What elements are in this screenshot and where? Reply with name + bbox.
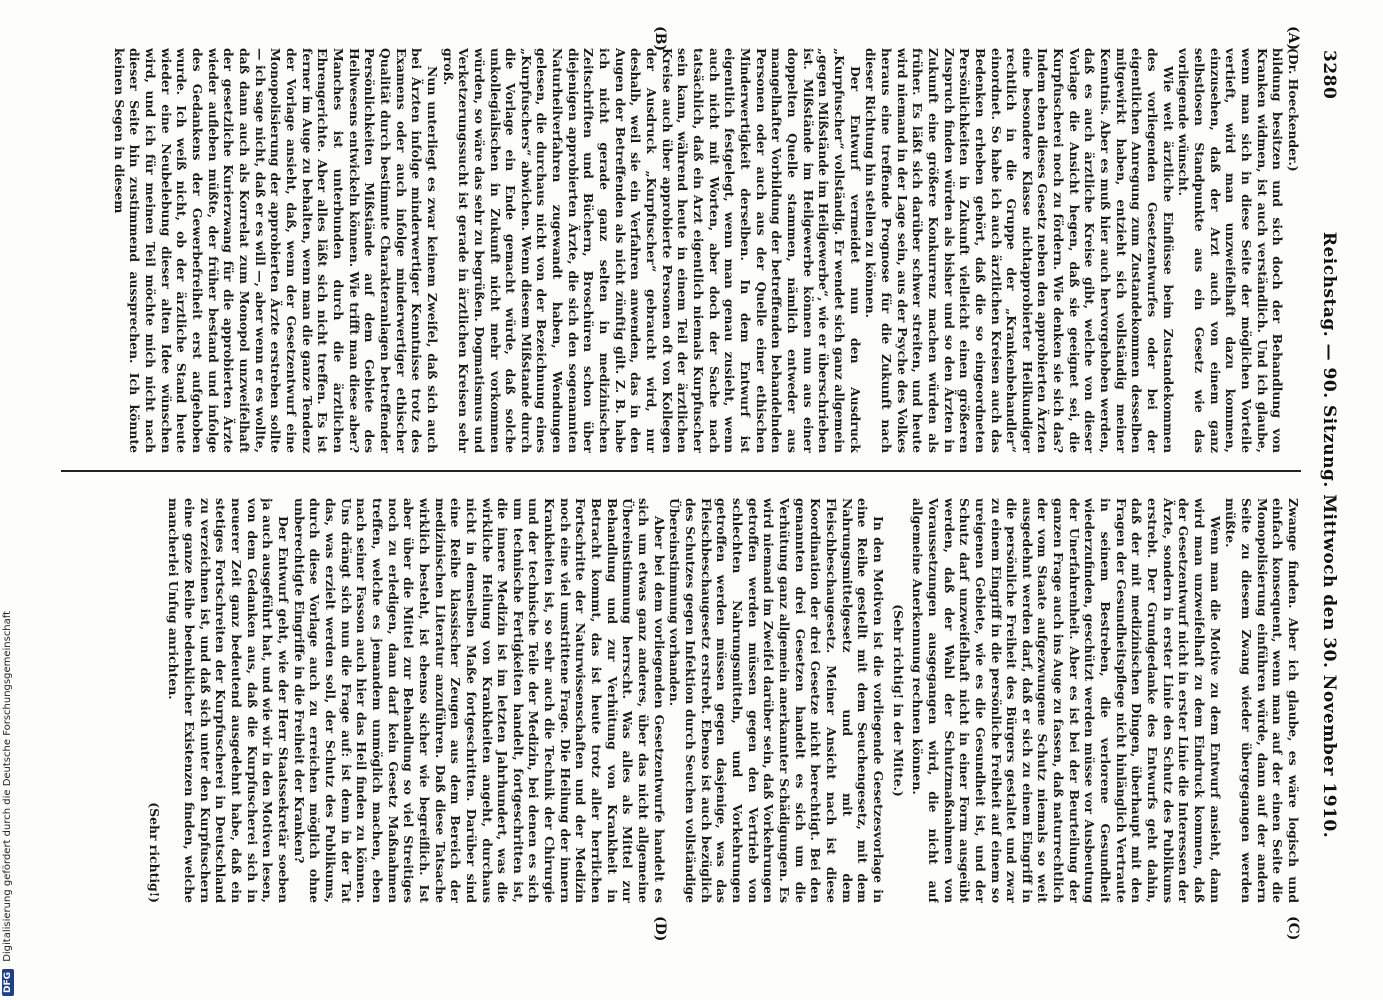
left-paragraph: Nun unterliegt es zwar keinem Zweifel, daß sich auch bei Ärzten infolge minderwertiger Kenntnisse trotz des Examens oder auch infolge minderwertiger ethischer Qualität durch bestimmte Charakteranlagen betreffender Persönlichkeiten Mißstände auf dem Gebiete des Heilwesens entwickeln können. Wie trifft man diese aber? Manches ist unterbunden durch die ärztlichen Ehrengerichte. Aber alles läßt sich nicht treffen. Es ist ferner im Auge zu behalten, wenn man die ganze Tendenz der Vorlage ansieht, daß, wenn der Gesetzentwurf eine Monopolisierung der approbierten Ärzte erstreben sollte — ich sage nicht, daß er es will —, aber wenn er es wollte, daß dann auch als Korrelat zum Monopol unzweifelhaft der gesetzliche Kurierzwang für die approbierten Ärzte wieder aufleben müßte, der früher bestand und infolge des Gedankens der Gewerbefreiheit erst aufgehoben wurde. Ich weiß nicht, ob der ärztliche Stand heute wieder eine Neubelebung dieser alten Idee wünschen wird, und ich für meinen Teil möchte mich nicht nach dieser Seite hin zustimmend aussprechen. Ich könnte keinen Segen in diesem [111, 48, 440, 453]
margin-marker-c: (C) [1285, 916, 1301, 941]
running-headline: Reichstag. — 90. Sitzung. Mittwoch den 30. November 1910. [1319, 231, 1339, 839]
page-number: 3280 [1319, 50, 1339, 100]
credit-text: Digitalisierung gefördert durch die Deutsche Forschungsgemeinschaft [2, 610, 13, 962]
left-paragraph: bildung besitzen und sich doch der Behandlung von Kranken widmen, ist auch verständlich. Und ich glaube, wenn man sich in diese Seite der möglichen Vorteile vertieft, wird man unzweifelhaft dazu kommen, einzusehen, daß der Arzt auch von einem ganz selbstlosen Standpunkte aus ein Gesetz wie das vorliegende wünscht. [1176, 48, 1286, 453]
left-paragraph: Der Entwurf vermeidet nun den Ausdruck „Kurpfuscher“ vollständig. Er wendet sich ganz allgemein „gegen Mißstände im Heilgewerbe“, wie er überschrieben ist. Mißstände im Heilgewerbe können nun aus einer doppelten Quelle stammen, nämlich entweder aus mangelhafter Vorbildung der betreffenden behandelnden Personen oder auch aus der Quelle einer ethischen Minderwertigkeit derselben. In dem Entwurf ist eigentlich festgelegt, wenn man genau zusieht, wenn auch nicht mit Worten, aber doch der Sache nach tatsächlich, daß ein Arzt eigentlich niemals Kurpfuscher sein kann, während heute in einem Teil der ärztlichen Kreise auch über approbierte Personen oft von Kollegen der Ausdruck „Kurpfuscher“ gebraucht wird, nur deshalb, weil sie ein Verfahren anwenden, das in den Augen der Betreffenden als nicht zünftig gilt. Z. B. habe ich nicht gerade ganz selten in medizinischen Zeitschriften und Büchern, Broschüren schon über diejenigen approbierten Ärzte, die sich den sogenannten Naturheilverfahren zugewandt haben, Wendungen gelesen, die durchaus nicht von der Bezeichnung eines „Kurpfuschers“ abwichen. Wenn diesem Mißstande durch die Vorlage ein Ende gemacht würde, daß solche unkollegialischen in Zukunft nicht mehr vorkommen würden, so wäre das sehr zu begrüßen. Dogmatismus und Verketzerungssucht ist gerade in ärztlichen Kreisen sehr groß. [440, 48, 863, 453]
right-paragraph: Aber bei dem vorliegenden Gesetzentwurfe handelt es sich um etwas ganz anderes, über das nicht allgemeine Übereinstimmung herrscht. Was alles als Mittel zur Behandlung und zur Verhütung von Krankheit in Betracht kommt, das ist heute trotz aller herrlichen Fortschritte der Naturwissenschaften und der Medizin noch eine viel umstrittene Frage. Die Heilung der innern Krankheiten ist, so sehr auch die Technik der Chirurgie und der technische Teile der Medizin, bei denen es sich um technische Fertigkeiten handelt, fortgeschritten ist, die innere Medizin ist im letzten Jahrhundert, was die wirkliche Heilung von Krankheiten angeht, durchaus nicht in demselben Maße fortgeschritten. Darüber sind eine Reihe klassischer Zeugen aus dem Bereich der medizinischen Literatur anzuführen. Daß diese Tatsache wirklich besteht, ist ebenso sicher wie begreiflich. Ist aber über die Mittel zur Behandlung so viel Streitiges noch zu erledigen, dann darf kein Gesetz Maßnahmen treffen, welche es jemandem unmöglich machen, eben nach seiner Fasson auch hier das Heil finden zu können. Uns drängt sich nun die Frage auf: ist denn in der Tat das, was erzielt werden soll, der Schutz des Publikums, durch diese Vorlage auch zu erreichen möglich ohne unberechtigte Eingriffe in die Freiheit der Kranken? [291, 498, 667, 903]
left-column [61, 48, 1301, 453]
margin-marker-b: (B) [652, 26, 668, 52]
dfg-logo-icon: DFG [2, 969, 14, 996]
right-paragraph: Wenn man die Motive zu dem Entwurf ansieht, dann wird man unzweifelhaft zu dem Eindruck kommen, daß der Gesetzentwurf nicht in erster Linie die Interessen der Ärzte, sondern in erster Linie den Schutz des Publikums erstrebt. Der Grundgedanke des Entwurfs geht dahin, daß der mit medizinischen Dingen, überhaupt mit den Fragen der Gesundheitspflege nicht hinlänglich Vertraute in seinem Bestreben, die verlorene Gesundheit wiederzufinden, geschützt werden müsse vor Ausbeutung der Unerfahrenheit. Aber es ist bei der Beurteilung der ganzen Frage auch ins Auge zu fassen, daß naturrechtlich der vom Staate aufgezwungene Schutz niemals so weit ausgedehnt werden darf, daß er sich zu einem Eingriff in die persönliche Freiheit des Bürgers gestaltet und zwar zu einem Eingriff in die persönliche Freiheit auf einem so ureigenen Gebiete, wie es die Gesundheit ist, und der Schutz darf unzweifelhaft nicht in einer Form ausgeübt werden, daß der Wahl der Schutzmaßnahmen von Voraussetzungen ausgegangen wird, die nicht auf allgemeine Anerkennung rechnen können. [910, 498, 1223, 903]
right-paragraph: Zwange finden. Aber ich glaube, es wäre logisch und einfach konsequent, wenn man auf der einen Seite die Monopolisierung einführen würde, dann auf der andern Seite zu diesem Zwang wieder übergegangen werden müßte. [1223, 498, 1301, 903]
margin-marker-d: (D) [652, 916, 668, 942]
margin-marker-a: (A) [1285, 26, 1301, 51]
left-paragraph: Wie weit ärztliche Einflüsse beim Zustandekommen des vorliegenden Gesetzentwurfes oder bei der eigentlichen Anregung zum Zustandekommen desselben mitgewirkt haben, entzieht sich vollständig meiner Kenntnis. Aber es muß hier auch hervorgehoben werden, daß es auch ärztliche Kreise gibt, welche von dieser Vorlage die Ansicht hegen, daß sie geeignet sei, die Kurpfuscherei noch zu fördern. Wie denken sie sich das? Indem eben dieses Gesetz neben den approbierten Ärzten eine besondere Klasse nichtapprobierter Heilkundiger rechtlich in die Gruppe der „Krankenbehandler“ einordnet. So habe ich auch ärztlichen Kreisen auch das Bedenken erheben gehört, daß die so eingeordneten Persönlichkeiten in Zukunft vielleicht einen größeren Zuspruch finden würden als bisher und so den Ärzten in Zukunft eine größere Konkurrenz machen würden als früher. Es läßt sich darüber schwer streiten, und heute wird niemand in der Lage sein, aus der Psyche des Volkes heraus eine treffende Prognose für die Zukunft nach dieser Richtung hin stellen zu können. [863, 48, 1176, 453]
interjection: (Sehr richtig! in der Mitte.) [890, 604, 906, 797]
closing-interjection: (Sehr richtig!) [146, 802, 162, 903]
column-divider [61, 470, 1301, 472]
right-paragraph: Der Entwurf geht, wie der Herr Staatssekretär soeben ja auch ausgeführt hat, und wie wir in den Motiven lesen, von dem Gedanken aus, daß die Kurpfuscherei sich in neuerer Zeit ganz bedeutend ausgedehnt habe, daß ein stetiges Fortschreiten der Kurpfuscherei in Deutschland zu verzeichnen ist, und daß sich unter den Kurpfuschern eine ganze Reihe bedenklicher Existenzen finden, welche mancherlei Unfug anrichten. [166, 498, 291, 903]
speaker-label: (Dr. Hoeckender.) [1286, 48, 1301, 172]
right-column [61, 498, 1301, 903]
right-paragraph: In den Motiven ist die vorliegende Gesetzesvorlage in eine Reihe gestellt mit dem Seuchengesetz, mit dem Nahrungsmittelgesetz und mit dem Fleischbeschaugesetz. Meiner Ansicht nach ist diese Koordination der drei Gesetze nicht berechtigt. Bei den genannten drei Gesetzen handelt es sich um die Verhütung ganz allgemein anerkannter Schädigungen. Es wird niemand im Zweifel darüber sein, daß Vorkehrungen getroffen werden müssen gegen den Vertrieb von schlechten Nahrungsmitteln, und Vorkehrungen getroffen werden müssen gegen dasjenige, was das Fleischbeschaugesetz erstrebt. Ebenso ist auch bezüglich des Schutzes gegen Infektion durch Seuchen vollständige Übereinstimmung vorhanden. [667, 498, 886, 903]
page-header [1313, 50, 1339, 910]
digitization-credit [2, 0, 24, 996]
